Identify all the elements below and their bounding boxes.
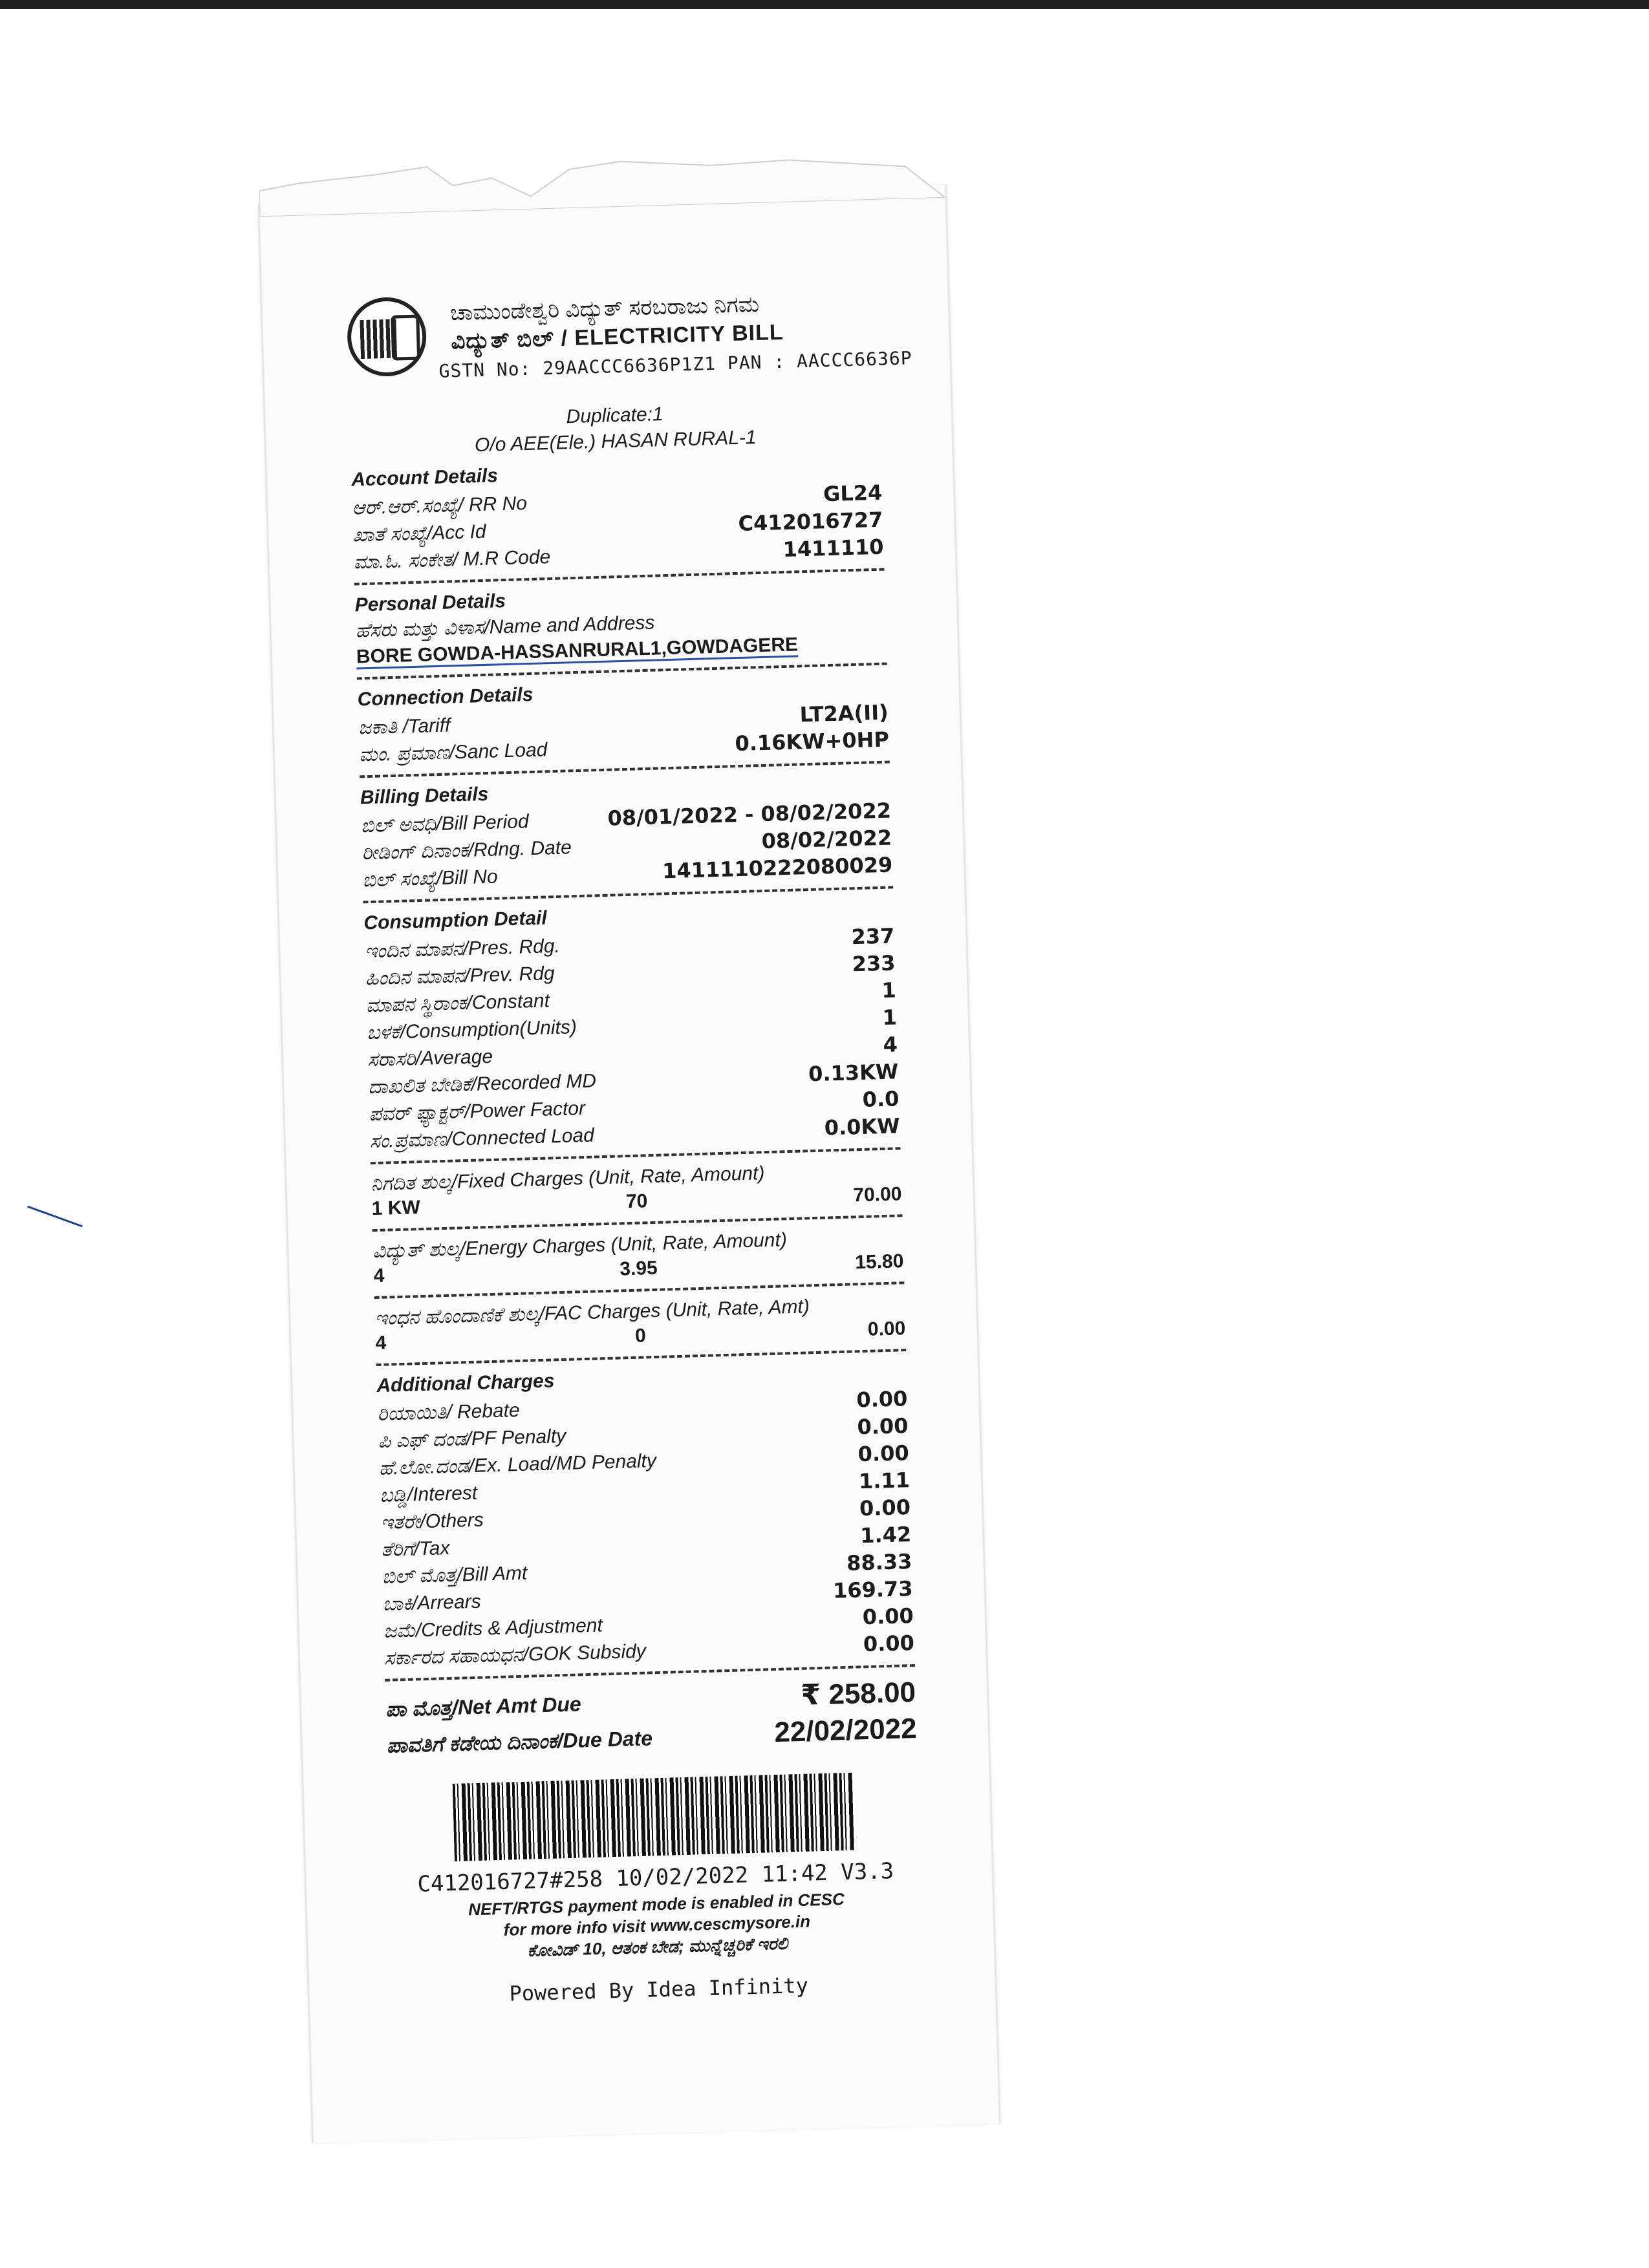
mr-value: 1411110 (782, 534, 885, 562)
bill-header (346, 284, 912, 409)
website-note: for more info visit www.cescmysore.in (503, 1911, 811, 1940)
acc-value: C412016727 (738, 507, 883, 536)
additional-label: ಪಿ ಎಫ್ ದಂಡ/PF Penalty (378, 1425, 566, 1452)
electricity-bill-receipt (257, 185, 1000, 2143)
additional-value: 1.11 (858, 1468, 911, 1494)
sanc-load-label: ಮಂ. ಪ್ರಮಾಣ/Sanc Load (358, 739, 548, 766)
consumption-value: 1 (882, 1005, 898, 1030)
bill-content (346, 284, 924, 2009)
additional-label: ಹೆ.ಲೋ.ದಂಡ/Ex. Load/MD Penalty (378, 1450, 657, 1479)
additional-label: ಬಡ್ಡಿ/Interest (379, 1482, 478, 1506)
bill-title: ವಿದ್ಯುತ್ ಬಿಲ್ / ELECTRICITY BILL (450, 319, 784, 354)
bill-no-label: ಬಿಲ್ ಸಂಖ್ಯೆ/Bill No (362, 866, 499, 892)
additional-value: 0.00 (856, 1386, 908, 1413)
consumer-name-value: BORE GOWDA-HASSANRURAL1,GOWDAGERE (356, 634, 798, 669)
additional-charges-title: Additional Charges (376, 1370, 555, 1397)
energy-amount: 15.80 (854, 1250, 904, 1274)
additional-label: ತೆರಿಗೆ/Tax (381, 1537, 450, 1561)
consumption-details-title: Consumption Detail (363, 907, 548, 934)
fixed-unit: 1 KW (371, 1197, 421, 1220)
additional-value: 0.00 (859, 1495, 911, 1521)
company-name: ಚಾಮುಂಡೇಶ್ವರಿ ವಿದ್ಯುತ್ ಸರಬರಾಜು ನಿಗಮ (449, 292, 760, 326)
fixed-charges-title: ನಿಗದಿತ ಶುಲ್ಕ/Fixed Charges (Unit, Rate, Amount) (371, 1162, 765, 1195)
rdng-date-value: 08/02/2022 (761, 825, 892, 854)
consumption-label: ಸರಾಸರಿ/Average (367, 1045, 493, 1071)
gstn-pan: GSTN No: 29AACCC6636P1Z1 PAN : AACCC6636P (438, 347, 912, 382)
fixed-rate: 70 (625, 1190, 648, 1213)
additional-label: ಜಮೆ/Credits & Adjustment (383, 1614, 603, 1642)
personal-details-title: Personal Details (354, 590, 506, 616)
additional-label: ಇತರೇ/Others (380, 1509, 484, 1534)
additional-label: ರಿಯಾಯಿತಿ/ Rebate (377, 1399, 521, 1426)
consumption-label: ಇಂದಿನ ಮಾಪನ/Pres. Rdg. (364, 935, 561, 963)
powered-by: Powered By Idea Infinity (509, 1973, 809, 2006)
consumption-label: ದಾಖಲಿತ ಬೇಡಿಕೆ/Recorded MD (368, 1070, 597, 1098)
net-amount-label: ಪಾ ಮೊತ್ತ/Net Amt Due (385, 1692, 582, 1721)
consumption-value: 237 (851, 923, 895, 950)
tariff-value: LT2A(II) (799, 700, 889, 727)
fixed-amount: 70.00 (852, 1183, 902, 1206)
bill-period-value: 08/01/2022 - 08/02/2022 (607, 798, 892, 831)
additional-label: ಬಾಕಿ/Arrears (382, 1590, 482, 1615)
fac-amount: 0.00 (867, 1318, 906, 1340)
neft-note: NEFT/RTGS payment mode is enabled in CESC (468, 1889, 845, 1920)
consumption-label: ಬಳಕೆ/Consumption(Units) (366, 1016, 577, 1044)
acc-label: ಖಾತೆ ಸಂಖ್ಯೆ/Acc Id (352, 520, 487, 546)
scan-edge (0, 0, 1649, 9)
due-date-label: ಪಾವತಿಗೆ ಕಡೇಯ ದಿನಾಂಕ/Due Date (386, 1726, 653, 1757)
additional-label: ಸರ್ಕಾರದ ಸಹಾಯಧನ/GOK Subsidy (383, 1640, 647, 1669)
account-details-title: Account Details (350, 465, 499, 491)
energy-charges-title: ವಿದ್ಯುತ್ ಶುಲ್ಕ/Energy Charges (Unit, Rate, Amount) (372, 1229, 788, 1263)
additional-value: 1.42 (859, 1522, 912, 1548)
additional-value: 0.00 (857, 1413, 909, 1440)
energy-unit: 4 (373, 1265, 385, 1287)
net-amount-value: ₹ 258.00 (800, 1676, 916, 1711)
barcode (453, 1773, 856, 1861)
additional-value: 88.33 (846, 1549, 912, 1576)
tariff-label: ಜಕಾತಿ /Tariff (358, 714, 451, 739)
billing-details-title: Billing Details (360, 783, 489, 809)
consumption-value: 1 (881, 978, 897, 1003)
consumption-label: ಸಂ.ಪ್ರಮಾಣ/Connected Load (369, 1124, 595, 1153)
bill-no-value: 1411110222080029 (662, 852, 893, 884)
sanc-load-value: 0.16KW+0HP (735, 727, 890, 756)
cesc-logo (346, 296, 427, 377)
logo-mark-icon (391, 315, 420, 361)
name-label: ಹೆಸರು ಮತ್ತು ವಿಳಾಸ/Name and Address (355, 612, 655, 642)
rr-value: GL24 (823, 480, 883, 507)
due-date-value: 22/02/2022 (773, 1712, 918, 1749)
consumption-value: 0.0KW (824, 1113, 901, 1140)
rdng-date-label: ರೀಡಿಂಗ್ ದಿನಾಂಕ/Rdng. Date (361, 837, 572, 864)
mr-label: ಮಾ.ಓ. ಸಂಕೇತ/ M.R Code (353, 546, 551, 573)
connection-details-title: Connection Details (357, 683, 534, 711)
consumption-value: 0.13KW (808, 1059, 899, 1087)
consumption-value: 233 (852, 950, 896, 977)
bill-period-label: ಬಿಲ್ ಅವಧಿ/Bill Period (360, 811, 530, 837)
fac-charges-title: ಇಂಧನ ಹೊಂದಾಣಿಕೆ ಶುಲ್ಕ/FAC Charges (Unit, Rate, Amt) (374, 1296, 810, 1330)
consumption-label: ಹಿಂದಿನ ಮಾಪನ/Prev. Rdg (365, 963, 555, 990)
additional-value: 0.00 (857, 1440, 910, 1467)
additional-value: 0.00 (863, 1630, 915, 1657)
consumption-label: ಪವರ್ ಫ್ಯಾಕ್ಟರ್/Power Factor (369, 1097, 586, 1126)
consumption-label: ಮಾಪನ ಸ್ಥಿರಾಂಕ/Constant (365, 990, 550, 1017)
consumption-value: 4 (883, 1032, 898, 1057)
receipt-code: C412016727#258 10/02/2022 11:42 V3.3 (416, 1858, 894, 1898)
rr-label: ಆರ್.ಆರ್.ಸಂಖ್ಯೆ/ RR No (352, 493, 528, 519)
fac-unit: 4 (375, 1332, 387, 1354)
office-label: O/o AEE(Ele.) HASAN RURAL-1 (474, 427, 757, 456)
additional-label: ಬಿಲ್ ಮೊತ್ತ/Bill Amt (382, 1562, 528, 1588)
additional-value: 0.00 (862, 1603, 914, 1630)
fac-rate: 0 (634, 1325, 647, 1347)
covid-note: ಕೋವಿಡ್ 10, ಆತಂಕ ಬೇಡ; ಮುನ್ನೆಚ್ಚರಿಕೆ ಇರಲಿ (527, 1933, 788, 1960)
additional-value: 169.73 (832, 1576, 914, 1603)
energy-rate: 3.95 (619, 1257, 658, 1280)
duplicate-label: Duplicate:1 (566, 403, 664, 428)
consumption-value: 0.0 (862, 1086, 900, 1112)
pen-mark (27, 1206, 83, 1228)
torn-edge (259, 146, 945, 217)
